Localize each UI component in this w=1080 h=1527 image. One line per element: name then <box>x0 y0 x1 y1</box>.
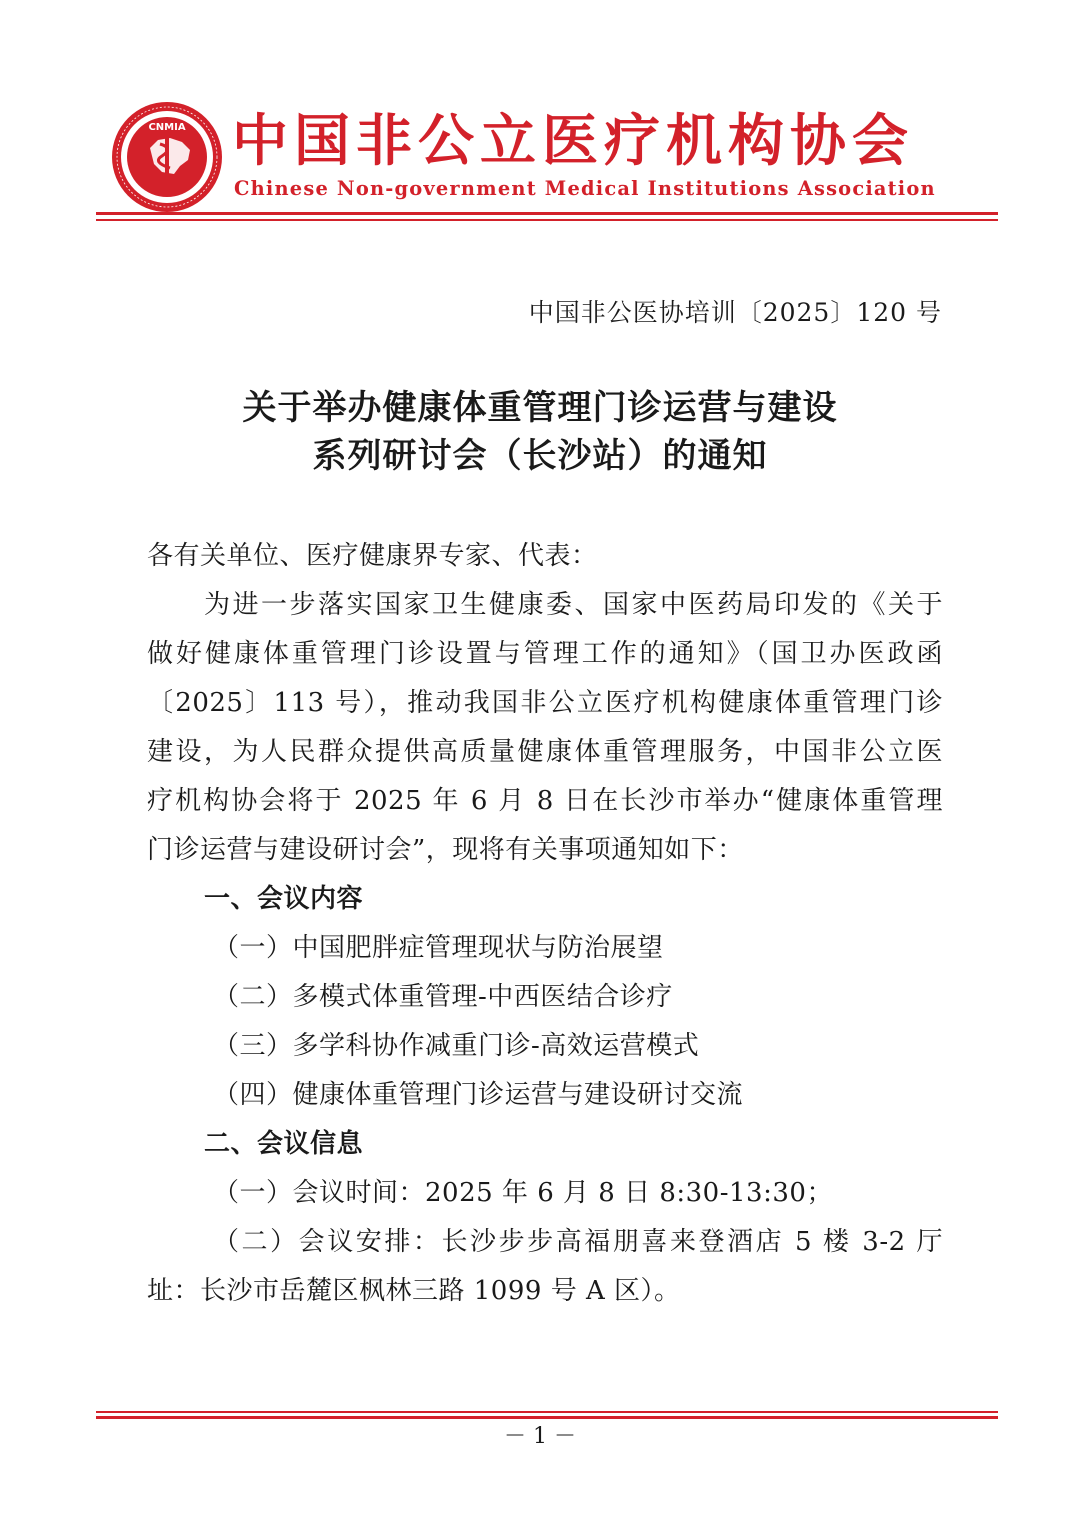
intro-line-4: 建设，为人民群众提供高质量健康体重管理服务，中国非公立医 <box>147 737 943 767</box>
meeting-venue-line-2: 址：长沙市岳麓区枫林三路 1099 号 A 区）。 <box>147 1276 681 1306</box>
org-name-cn: 中国非公立医疗机构协会 <box>232 109 914 174</box>
logo-text: CNMIA <box>148 122 186 133</box>
intro-line-1: 为进一步落实国家卫生健康委、国家中医药局印发的《关于 <box>204 590 943 620</box>
section-heading-info: 二、会议信息 <box>204 1129 364 1159</box>
content-item-1: （一）中国肥胖症管理现状与防治展望 <box>213 933 664 963</box>
meeting-venue-line-1: （二）会议安排：长沙步步高福朋喜来登酒店 5 楼 3-2 厅 <box>213 1227 943 1257</box>
org-name-en: Chinese Non-government Medical Institutions Association <box>234 177 936 200</box>
title-line-1: 关于举办健康体重管理门诊运营与建设 <box>242 388 838 428</box>
content-item-4: （四）健康体重管理门诊运营与建设研讨交流 <box>213 1080 744 1110</box>
section-heading-content: 一、会议内容 <box>204 884 364 914</box>
header-rule-thick <box>96 212 998 215</box>
footer-rule-thin <box>96 1411 998 1413</box>
footer-rule-thick <box>96 1416 998 1419</box>
intro-line-2: 做好健康体重管理门诊设置与管理工作的通知》（国卫办医政函 <box>147 639 943 669</box>
document-number: 中国非公医协培训〔2025〕120 号 <box>528 298 942 327</box>
intro-line-6: 门诊运营与建设研讨会”，现将有关事项通知如下： <box>147 835 744 865</box>
header-rule-thin <box>96 219 998 221</box>
meeting-time: （一）会议时间：2025 年 6 月 8 日 8:30-13:30； <box>213 1178 833 1208</box>
content-item-2: （二）多模式体重管理-中西医结合诊疗 <box>213 982 673 1012</box>
intro-line-3: 〔2025〕113 号），推动我国非公立医疗机构健康体重管理门诊 <box>147 688 943 718</box>
title-line-2: 系列研讨会（长沙站）的通知 <box>312 436 768 476</box>
intro-line-5: 疗机构协会将于 2025 年 6 月 8 日在长沙市举办“健康体重管理 <box>147 786 943 816</box>
salutation: 各有关单位、医疗健康界专家、代表： <box>147 541 598 571</box>
page-number: － 1 － <box>504 1424 576 1449</box>
content-item-3: （三）多学科协作减重门诊-高效运营模式 <box>213 1031 700 1061</box>
cnmia-logo <box>110 100 224 214</box>
